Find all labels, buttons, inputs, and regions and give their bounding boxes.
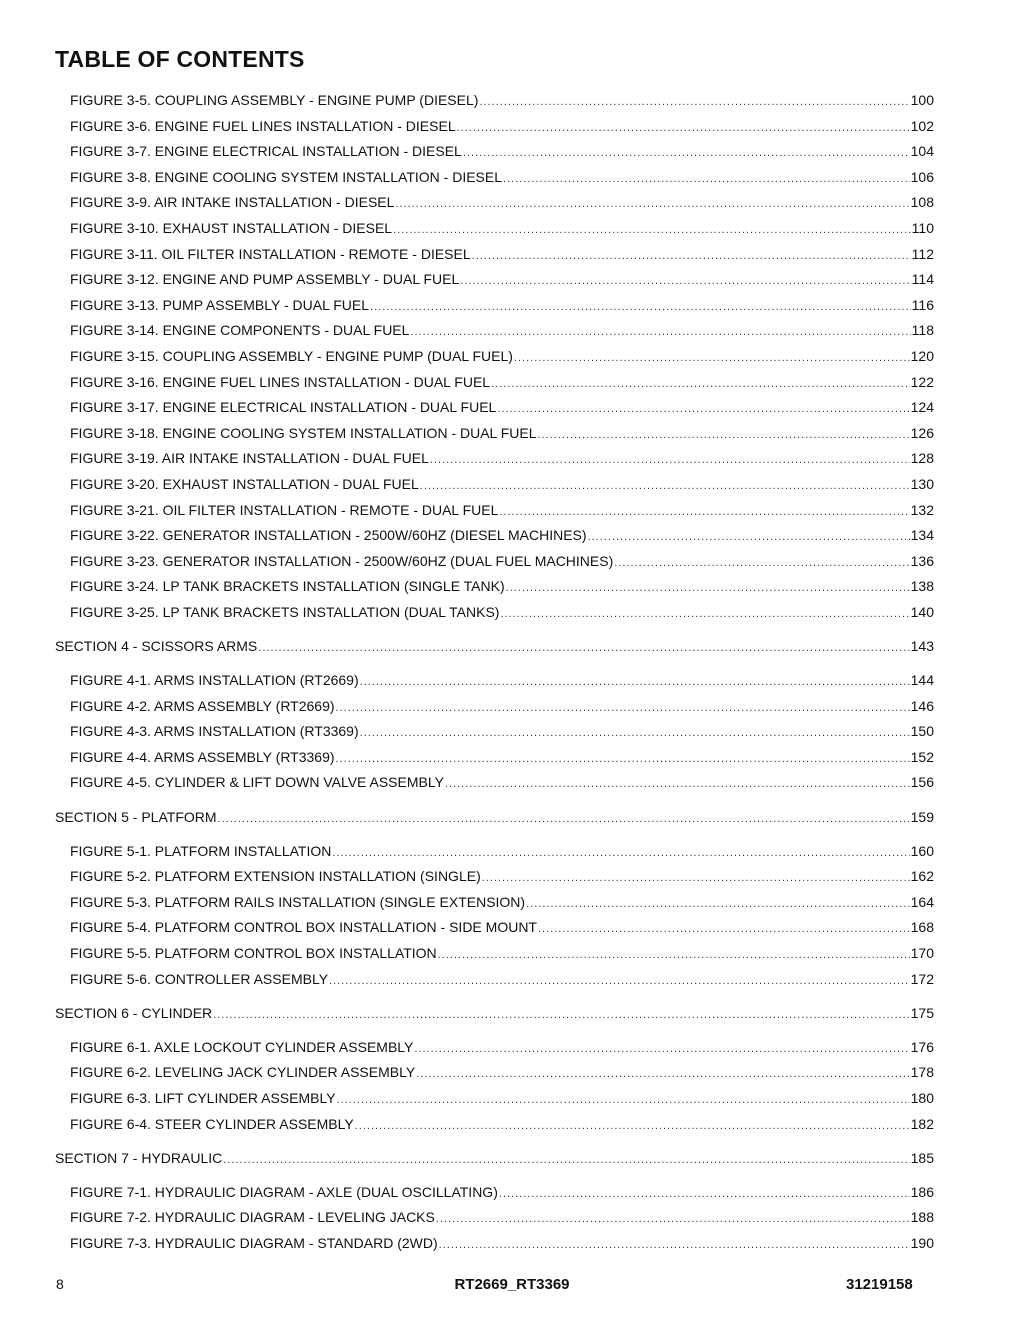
toc-entry-page-number: 152 (910, 748, 934, 765)
dot-leader (337, 1088, 910, 1114)
dot-leader (438, 943, 910, 969)
toc-figure-entry[interactable] (0, 498, 1024, 524)
toc-entry-page-number: 168 (910, 919, 934, 936)
toc-entry-label: FIGURE 7-1. HYDRAULIC DIAGRAM - AXLE (DUAL OSCILLATING) (70, 1183, 498, 1200)
toc-figure-entry[interactable] (0, 165, 1024, 191)
toc-figure-entry[interactable] (0, 446, 1024, 472)
toc-entry-page-number: 144 (910, 672, 934, 689)
toc-entry-page-number: 162 (910, 868, 934, 885)
dot-leader (463, 141, 910, 167)
toc-entry-page-number: 150 (910, 723, 934, 740)
toc-figure-entry[interactable] (0, 574, 1024, 600)
toc-figure-entry[interactable] (0, 745, 1024, 771)
toc-entry-page-number: 176 (910, 1038, 934, 1055)
toc-entry-label: FIGURE 4-2. ARMS ASSEMBLY (RT2669) (70, 697, 335, 714)
toc-entry-label: SECTION 4 - SCISSORS ARMS (55, 637, 258, 654)
toc-entry-page-number: 170 (910, 945, 934, 961)
toc-entry-page-number: 134 (910, 527, 934, 544)
dot-leader (506, 576, 910, 602)
toc-entry-label: FIGURE 3-10. EXHAUST INSTALLATION - DIESEL (70, 219, 393, 236)
dot-leader (457, 116, 910, 142)
toc-entry-page-number: 159 (910, 808, 934, 825)
toc-entry-label: FIGURE 3-21. OIL FILTER INSTALLATION - REMOTE - DUAL FUEL (70, 501, 499, 518)
toc-figure-entry[interactable] (0, 318, 1024, 344)
toc-entry-page-number: 104 (910, 143, 934, 160)
dot-leader (500, 602, 909, 628)
dot-leader (360, 721, 910, 747)
dot-leader (218, 807, 910, 833)
toc-entry-page-number: 182 (910, 1115, 934, 1132)
toc-entry-page-number: 112 (911, 245, 934, 262)
toc-entry-page-number: 172 (910, 970, 934, 987)
toc-entry-page-number: 164 (910, 893, 934, 910)
toc-section-entry[interactable] (0, 634, 1024, 660)
toc-figure-entry[interactable] (0, 890, 1024, 916)
dot-leader (526, 892, 910, 918)
toc-entry-label: FIGURE 3-13. PUMP ASSEMBLY - DUAL FUEL (70, 296, 370, 313)
toc-entry-label: FIGURE 3-20. EXHAUST INSTALLATION - DUAL FUEL (70, 475, 419, 492)
dot-leader (223, 1148, 909, 1174)
toc-entry-label: FIGURE 3-24. LP TANK BRACKETS INSTALLATION (SINGLE TANK) (70, 578, 505, 595)
toc-entry-label: FIGURE 6-4. STEER CYLINDER ASSEMBLY (70, 1115, 354, 1132)
toc-entry-page-number: 120 (910, 347, 934, 364)
toc-entry-label: FIGURE 3-5. COUPLING ASSEMBLY - ENGINE PUMP (DIESEL) (70, 92, 479, 108)
toc-entry-label: FIGURE 3-14. ENGINE COMPONENTS - DUAL FUEL (70, 322, 410, 339)
dot-leader (472, 244, 911, 270)
footer-page-number: 8 (56, 1276, 64, 1292)
dot-leader (393, 218, 911, 244)
toc-figure-entry[interactable] (0, 1180, 1024, 1206)
toc-figure-entry[interactable] (0, 839, 1024, 865)
toc-entry-label: FIGURE 7-3. HYDRAULIC DIAGRAM - STANDARD (2WD) (70, 1234, 438, 1251)
toc-entry-label: FIGURE 3-18. ENGINE COOLING SYSTEM INSTALLATION - DUAL FUEL (70, 424, 537, 441)
toc-entry-page-number: 188 (910, 1209, 934, 1226)
toc-section-entry[interactable] (0, 805, 1024, 831)
toc-entry-label: FIGURE 3-22. GENERATOR INSTALLATION - 2500W/60HZ (DIESEL MACHINES) (70, 527, 587, 544)
toc-entry-label: FIGURE 6-1. AXLE LOCKOUT CYLINDER ASSEMBLY (70, 1038, 414, 1055)
toc-figure-entry[interactable] (0, 1112, 1024, 1138)
dot-leader (482, 866, 910, 892)
toc-entry-page-number: 175 (910, 1004, 934, 1021)
toc-entry-page-number: 130 (910, 475, 934, 492)
toc-figure-entry[interactable] (0, 1060, 1024, 1086)
toc-entry-label: FIGURE 5-6. CONTROLLER ASSEMBLY (70, 970, 329, 987)
toc-entry-page-number: 122 (910, 373, 934, 390)
toc-entry-page-number: 110 (911, 219, 934, 236)
toc-list (0, 88, 1024, 1257)
dot-leader (332, 841, 909, 867)
toc-figure-entry[interactable] (0, 190, 1024, 216)
toc-figure-entry[interactable] (0, 523, 1024, 549)
toc-entry-label: SECTION 6 - CYLINDER (55, 1004, 213, 1021)
toc-figure-entry[interactable] (0, 770, 1024, 796)
toc-figure-entry[interactable] (0, 88, 1024, 114)
toc-entry-label: FIGURE 4-1. ARMS INSTALLATION (RT2669) (70, 672, 359, 689)
toc-entry-label: FIGURE 5-5. PLATFORM CONTROL BOX INSTALLATION (70, 945, 437, 961)
dot-leader (499, 1182, 910, 1208)
toc-figure-entry[interactable] (0, 216, 1024, 242)
toc-entry-page-number: 132 (910, 501, 934, 518)
toc-entry-label: FIGURE 3-16. ENGINE FUEL LINES INSTALLATION - DUAL FUEL (70, 373, 491, 390)
toc-entry-label: SECTION 7 - HYDRAULIC (55, 1149, 223, 1166)
toc-entry-label: FIGURE 3-9. AIR INTAKE INSTALLATION - DIESEL (70, 194, 395, 211)
toc-figure-entry[interactable] (0, 114, 1024, 140)
toc-figure-entry[interactable] (0, 1035, 1024, 1061)
dot-leader (439, 1233, 910, 1259)
dot-leader (430, 448, 910, 474)
toc-entry-label: FIGURE 5-3. PLATFORM RAILS INSTALLATION (SINGLE EXTENSION) (70, 893, 526, 910)
toc-entry-label: FIGURE 3-17. ENGINE ELECTRICAL INSTALLATION - DUAL FUEL (70, 399, 497, 416)
toc-figure-entry[interactable] (0, 967, 1024, 993)
dot-leader (460, 269, 910, 295)
toc-figure-entry[interactable] (0, 549, 1024, 575)
toc-entry-page-number: 146 (910, 697, 934, 714)
dot-leader (213, 1003, 910, 1029)
toc-figure-entry[interactable] (0, 600, 1024, 626)
toc-entry-label: FIGURE 3-15. COUPLING ASSEMBLY - ENGINE PUMP (DUAL FUEL) (70, 347, 513, 364)
page-footer (0, 1276, 1024, 1296)
toc-entry-page-number: 143 (910, 637, 934, 654)
toc-entry-label: FIGURE 3-8. ENGINE COOLING SYSTEM INSTALLATION - DIESEL (70, 168, 503, 185)
toc-entry-label: FIGURE 5-1. PLATFORM INSTALLATION (70, 842, 332, 859)
dot-leader (258, 636, 909, 662)
toc-entry-page-number: 102 (910, 117, 934, 134)
toc-entry-page-number: 124 (910, 399, 934, 416)
toc-entry-page-number: 126 (910, 424, 934, 441)
toc-figure-entry[interactable] (0, 1086, 1024, 1112)
toc-entry-page-number: 138 (910, 578, 934, 595)
footer-document-number: 31219158 (846, 1276, 913, 1293)
dot-leader (503, 167, 910, 193)
page-title: TABLE OF CONTENTS (55, 46, 305, 72)
footer-model-name: RT2669_RT3369 (454, 1276, 570, 1293)
toc-entry-label: FIGURE 6-2. LEVELING JACK CYLINDER ASSEMBLY (70, 1064, 416, 1081)
dot-leader (538, 917, 910, 943)
toc-section-entry[interactable] (0, 1001, 1024, 1027)
toc-entry-label: FIGURE 5-2. PLATFORM EXTENSION INSTALLATION (SINGLE) (70, 868, 481, 885)
dot-leader (360, 670, 910, 696)
toc-figure-entry[interactable] (0, 1205, 1024, 1231)
dot-leader (336, 696, 910, 722)
toc-figure-entry[interactable] (0, 915, 1024, 941)
toc-entry-label: FIGURE 3-19. AIR INTAKE INSTALLATION - DUAL FUEL (70, 450, 429, 467)
dot-leader (514, 346, 910, 372)
toc-figure-entry[interactable] (0, 941, 1024, 967)
dot-leader (410, 320, 910, 346)
dot-leader (499, 500, 909, 526)
toc-entry-label: FIGURE 7-2. HYDRAULIC DIAGRAM - LEVELING JACKS (70, 1209, 435, 1226)
toc-entry-page-number: 128 (910, 450, 934, 467)
toc-entry-page-number: 178 (910, 1064, 934, 1081)
toc-entry-page-number: 140 (910, 603, 934, 620)
toc-figure-entry[interactable] (0, 139, 1024, 165)
dot-leader (588, 525, 910, 551)
dot-leader (336, 747, 910, 773)
toc-entry-label: FIGURE 4-3. ARMS INSTALLATION (RT3369) (70, 723, 359, 740)
toc-section-entry[interactable] (0, 1146, 1024, 1172)
toc-figure-entry[interactable] (0, 242, 1024, 268)
toc-entry-page-number: 100 (910, 92, 934, 108)
toc-entry-page-number: 106 (910, 168, 934, 185)
toc-figure-entry[interactable] (0, 395, 1024, 421)
dot-leader (416, 1062, 909, 1088)
dot-leader (414, 1037, 909, 1063)
toc-entry-page-number: 156 (910, 774, 934, 791)
toc-entry-page-number: 108 (910, 194, 934, 211)
toc-figure-entry[interactable] (0, 344, 1024, 370)
toc-figure-entry[interactable] (0, 1231, 1024, 1257)
toc-entry-label: FIGURE 5-4. PLATFORM CONTROL BOX INSTALLATION - SIDE MOUNT (70, 919, 537, 936)
toc-entry-label: SECTION 5 - PLATFORM (55, 808, 217, 825)
toc-entry-page-number: 186 (910, 1183, 934, 1200)
toc-entry-label: FIGURE 3-11. OIL FILTER INSTALLATION - REMOTE - DIESEL (70, 245, 471, 262)
dot-leader (355, 1114, 910, 1140)
dot-leader (445, 772, 910, 798)
toc-entry-page-number: 180 (910, 1089, 934, 1106)
toc-entry-page-number: 160 (910, 842, 934, 859)
dot-leader (395, 192, 909, 218)
toc-entry-label: FIGURE 3-6. ENGINE FUEL LINES INSTALLATION - DIESEL (70, 117, 456, 134)
toc-entry-page-number: 114 (911, 271, 934, 288)
toc-figure-entry[interactable] (0, 668, 1024, 694)
toc-figure-entry[interactable] (0, 370, 1024, 396)
toc-figure-entry[interactable] (0, 421, 1024, 447)
toc-entry-page-number: 136 (910, 552, 934, 569)
dot-leader (436, 1207, 910, 1233)
toc-figure-entry[interactable] (0, 719, 1024, 745)
toc-entry-page-number: 118 (911, 322, 934, 339)
toc-entry-label: FIGURE 6-3. LIFT CYLINDER ASSEMBLY (70, 1089, 336, 1106)
toc-entry-label: FIGURE 3-12. ENGINE AND PUMP ASSEMBLY - DUAL FUEL (70, 271, 460, 288)
dot-leader (497, 397, 909, 423)
toc-entry-page-number: 185 (910, 1149, 934, 1166)
toc-entry-label: FIGURE 3-7. ENGINE ELECTRICAL INSTALLATION - DIESEL (70, 143, 462, 160)
toc-entry-label: FIGURE 4-4. ARMS ASSEMBLY (RT3369) (70, 748, 335, 765)
toc-entry-page-number: 116 (911, 296, 934, 313)
toc-entry-page-number: 190 (910, 1234, 934, 1251)
toc-figure-entry[interactable] (0, 267, 1024, 293)
toc-figure-entry[interactable] (0, 864, 1024, 890)
dot-leader (370, 295, 911, 321)
toc-entry-label: FIGURE 3-25. LP TANK BRACKETS INSTALLATION (DUAL TANKS) (70, 603, 500, 620)
dot-leader (329, 969, 910, 995)
toc-figure-entry[interactable] (0, 472, 1024, 498)
toc-figure-entry[interactable] (0, 293, 1024, 319)
dot-leader (491, 372, 910, 398)
toc-entry-label: FIGURE 4-5. CYLINDER & LIFT DOWN VALVE ASSEMBLY (70, 774, 444, 791)
dot-leader (479, 90, 909, 116)
dot-leader (420, 474, 910, 500)
toc-entry-label: FIGURE 3-23. GENERATOR INSTALLATION - 2500W/60HZ (DUAL FUEL MACHINES) (70, 552, 614, 569)
toc-figure-entry[interactable] (0, 694, 1024, 720)
dot-leader (538, 423, 910, 449)
dot-leader (614, 551, 909, 577)
